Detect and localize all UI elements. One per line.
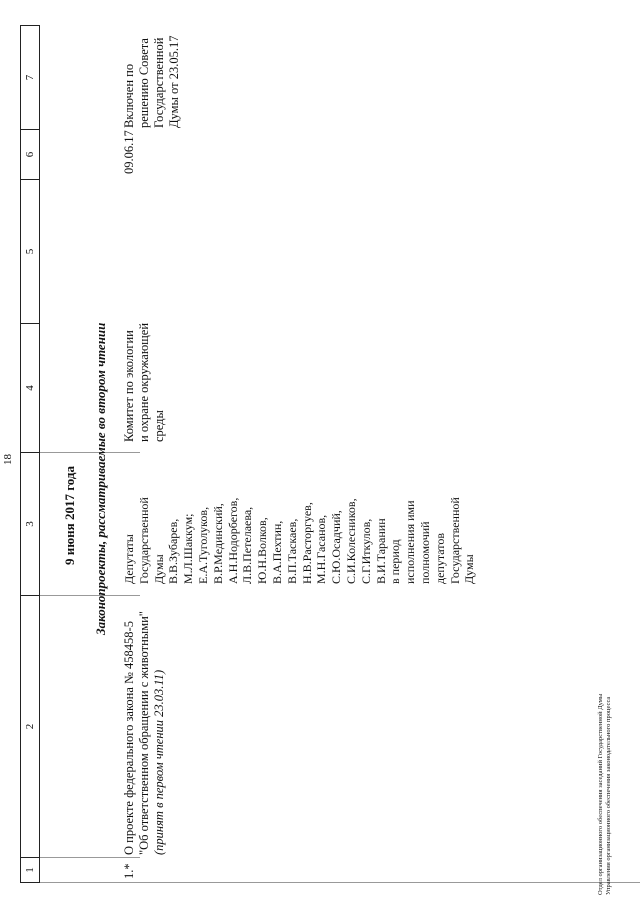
author-line: М.Л.Шаккум; [181,513,196,584]
note-line: Включен по [122,63,136,128]
table-border-left [40,882,640,883]
column-number: 4 [21,323,39,452]
bill-title [122,611,167,855]
column-divider [40,595,140,596]
author-line: В.И.Таранин [373,518,388,584]
column-number: 6 [21,129,39,179]
bill-authors [122,497,477,584]
footer [597,694,613,895]
row-index: 1.* [122,863,136,879]
author-line: полномочий [417,521,432,584]
bill-title-line: "Об ответственном обращении с животными" [137,611,151,855]
consideration-date: 09.06.17 [122,130,136,174]
column-number: 2 [21,595,39,857]
author-line: Депутаты [122,534,136,584]
date-heading: 9 июня 2017 года [62,466,77,565]
column-divider [40,857,140,858]
author-line: С.И.Колесников, [343,498,358,584]
author-line: А.Н.Нодорбегов, [225,497,240,584]
committee-line: и охране окружающей [137,322,151,442]
author-line: исполнения ими [403,500,418,584]
author-line: В.А.Пехтин, [269,520,284,584]
responsible-committee [122,323,167,442]
author-line: Думы [151,554,166,584]
author-line: Думы [462,554,477,584]
column-number: 3 [21,452,39,595]
author-line: Государственной [136,497,151,584]
author-line: М.Н.Гасанов, [314,514,329,584]
committee-line: Комитет по экологии [122,330,136,442]
column-divider [40,452,140,453]
author-line: В.Р.Мединский, [210,503,225,584]
note-line: решению Совета [137,38,151,128]
note-line: Думы от 23.05.17 [167,35,181,128]
author-line: В.П.Таскаев, [284,518,299,584]
bill-title-line: О проекте федерального закона № 458458-5 [122,621,136,855]
column-number: 7 [24,74,36,81]
note-line: Государственной [152,37,166,128]
author-line: в период [388,539,403,584]
inclusion-note [122,36,182,128]
author-line: Л.В.Петелаева, [240,506,255,584]
author-line: В.В.Зубарев, [166,518,181,584]
page-number: 18 [2,454,14,465]
author-line: С.Ю.Осадчий, [329,510,344,584]
section-heading: Законопроекты, рассматриваемые во втором чтении [93,322,108,635]
column-number: 1 [21,857,39,882]
author-line: депутатов [432,532,447,584]
footer-line: Отдел организационного обеспечения заседаний Государственной Думы [597,693,604,895]
author-line: Н.В.Расторгуев, [299,502,314,584]
bill-reading-note: (принят в первом чтении 23.03.11) [152,669,166,855]
author-line: Ю.Н.Волков, [255,517,270,584]
footer-line: Управления организационного обеспечения законодательного процесса [605,696,612,895]
author-line: С.Г.Иткулов, [358,518,373,584]
committee-line: среды [152,410,166,442]
author-line: Е.А.Туголуков, [195,506,210,584]
author-line: Государственной [447,497,462,584]
column-number: 5 [21,179,39,323]
column-number-row [20,25,40,883]
